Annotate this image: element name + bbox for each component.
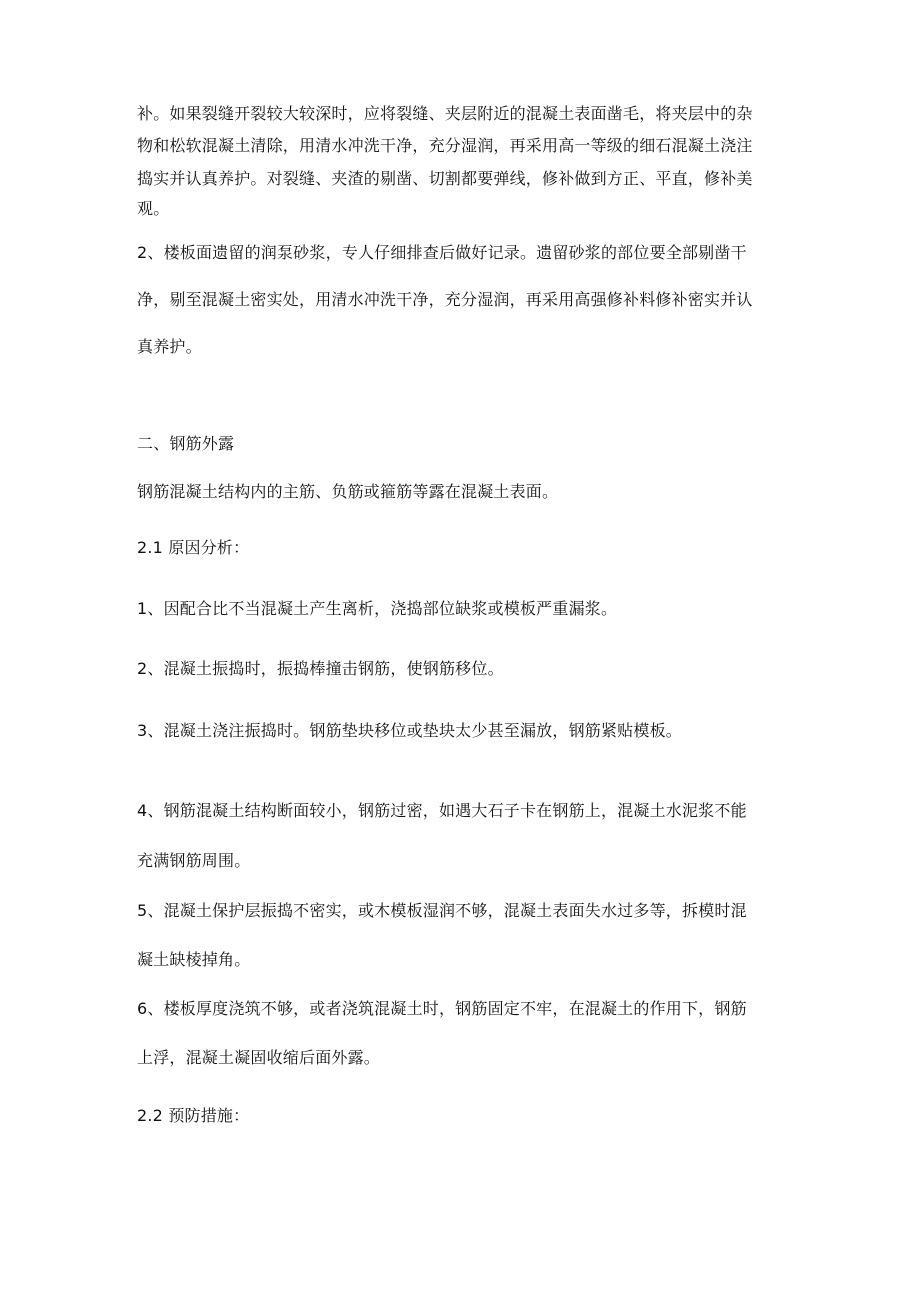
paragraph-line: 观。 (137, 199, 170, 218)
list-item-line: 2、楼板面遗留的润泵砂浆，专人仔细排查后做好记录。遗留砂浆的部位要全部剔凿干 (137, 243, 747, 262)
subsection-heading: 2.1 原因分析： (137, 538, 250, 557)
cause-item-line: 凝土缺棱掉角。 (137, 950, 251, 969)
cause-item-line: 充满钢筋周围。 (137, 851, 251, 870)
section-heading: 二、钢筋外露 (137, 434, 235, 453)
cause-item-line: 4、钢筋混凝土结构断面较小，钢筋过密，如遇大石子卡在钢筋上，混凝土水泥浆不能 (137, 801, 747, 820)
cause-item-line: 6、楼板厚度浇筑不够，或者浇筑混凝土时，钢筋固定不牢，在混凝土的作用下，钢筋 (137, 999, 747, 1018)
list-item-line: 真养护。 (137, 337, 202, 356)
cause-item-line: 1、因配合比不当混凝土产生离析，浇捣部位缺浆或模板严重漏浆。 (137, 599, 618, 618)
cause-item-line: 5、混凝土保护层振捣不密实，或木模板湿润不够，混凝土表面失水过多等，拆模时混 (137, 901, 747, 920)
paragraph-line: 补。如果裂缝开裂较大较深时，应将裂缝、夹层附近的混凝土表面凿毛，将夹层中的杂 (137, 104, 753, 123)
paragraph-line: 捣实并认真养护。对裂缝、夹渣的剔凿、切割都要弹线，修补做到方正、平直，修补美 (137, 169, 753, 188)
cause-item-line: 2、混凝土振捣时，振捣棒撞击钢筋，使钢筋移位。 (137, 659, 504, 678)
section-definition: 钢筋混凝土结构内的主筋、负筋或箍筋等露在混凝土表面。 (137, 482, 559, 501)
paragraph-line: 物和松软混凝土清除，用清水冲洗干净，充分湿润，再采用高一等级的细石混凝土浇注 (137, 136, 753, 155)
cause-item-line: 3、混凝土浇注振捣时。钢筋垫块移位或垫块太少甚至漏放，钢筋紧贴模板。 (137, 721, 682, 740)
subsection-heading: 2.2 预防措施： (137, 1106, 250, 1125)
list-item-line: 净，剔至混凝土密实处，用清水冲洗干净，充分湿润，再采用高强修补料修补密实并认 (137, 290, 753, 309)
cause-item-line: 上浮，混凝土凝固收缩后面外露。 (137, 1048, 381, 1067)
